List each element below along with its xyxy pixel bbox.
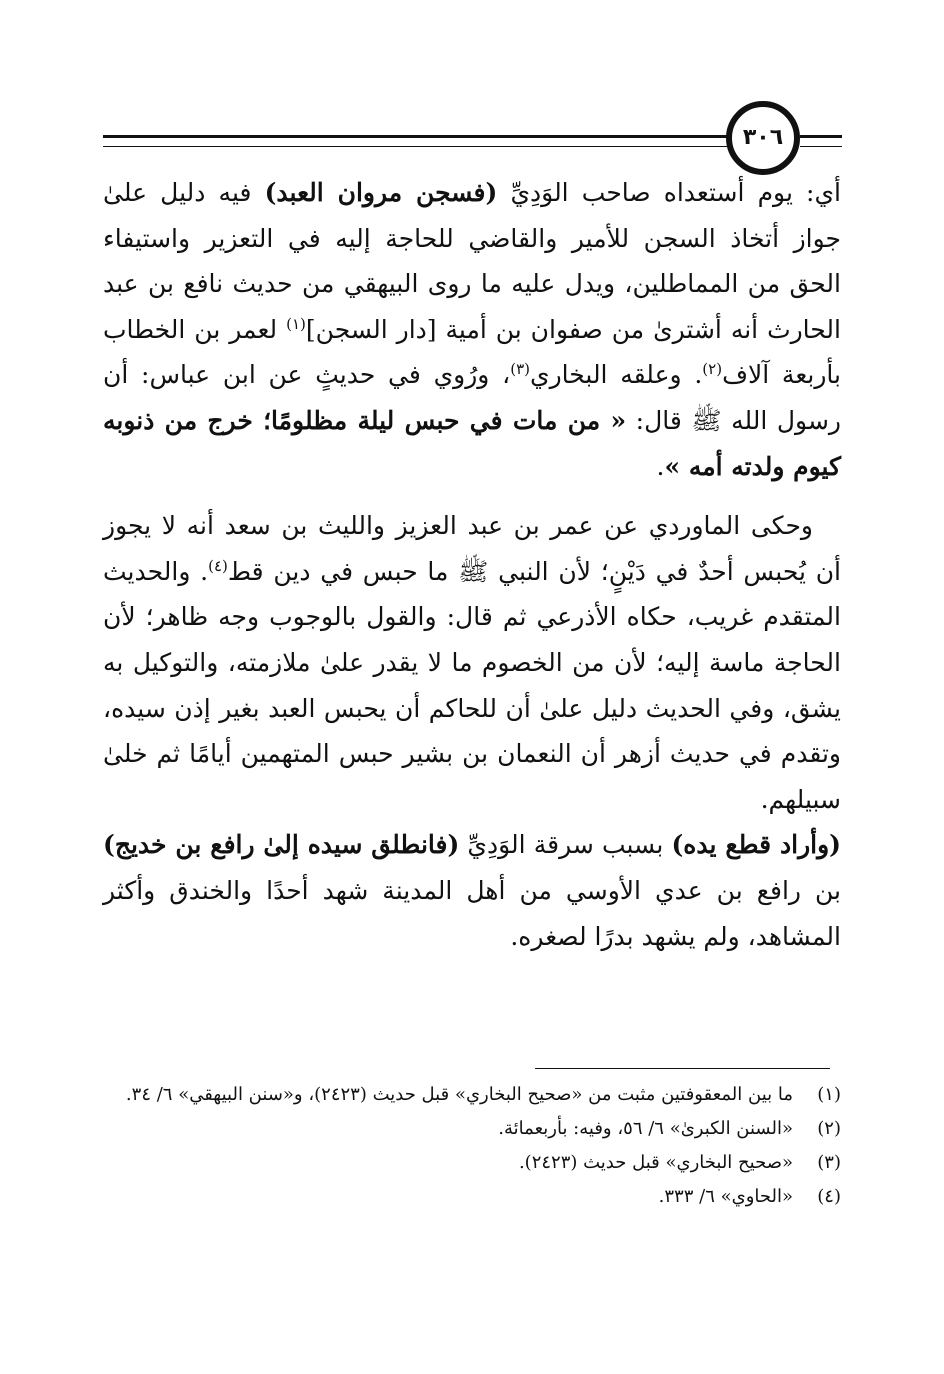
text-run: .: [656, 451, 665, 481]
hadith-quote: « من مات في حبس ليلة مظلومًا؛ خرج من ذنوبه كيوم ولدته أمه »: [103, 405, 841, 481]
paragraph-1: [103, 170, 841, 489]
text-run: فيه دليل علىٰ جواز أتخاذ السجن للأمير والقاضي للحاجة إليه في التعزير واستيفاء الحق من المماطلين، ويدل عليه ما روى البيهقي من حديث نافع بن عبد الحارث أنه أشترىٰ من صفوان بن أمية [دار السجن]: [103, 178, 841, 344]
text-run: لعمر بن الخطاب بأربعة آلاف: [103, 314, 842, 390]
footnote-2: [103, 1112, 841, 1146]
bold-quote: (فسجن مروان العبد): [264, 178, 498, 207]
text-run: وحكى الماوردي عن عمر بن عبد العزيز والليث بن سعد أنه لا يجوز أن يُحبس أحدٌ في دَيْنٍ؛ لأن النبي ﷺ ما حبس في دين قط: [103, 511, 842, 586]
footnotes: [103, 1078, 841, 1214]
footnote-3: [103, 1146, 841, 1180]
footnote-text: «السنن الكبرىٰ» ٦/ ٥٦، وفيه: بأربعمائة.: [498, 1118, 793, 1139]
header-rule-thick-right: [800, 135, 842, 138]
footnote-text: «الحاوي» ٦/ ٣٣٣.: [658, 1186, 793, 1207]
page-number: ٣٠٦: [742, 125, 784, 150]
footnote-ref-2[interactable]: (٢): [702, 360, 723, 379]
footnote-number: (١): [817, 1084, 841, 1105]
footnote-divider: [535, 1068, 830, 1069]
footnote-ref-3[interactable]: (٣): [510, 360, 530, 379]
footnote-ref-1[interactable]: (١): [286, 314, 306, 333]
page-number-badge: [726, 101, 800, 175]
footnote-1: [103, 1078, 841, 1112]
text-run: ، ورُوي في حديثٍ عن ابن عباس: أن رسول الله ﷺ قال:: [103, 360, 841, 435]
paragraph-2: [103, 503, 841, 822]
text-run: . وعلقه البخاري: [530, 360, 703, 390]
bold-quote: (وأراد قطع يده): [671, 830, 841, 860]
text-run: أي: يوم أستعداه صاحب الوَدِيِّ: [497, 178, 841, 207]
footnote-number: (٢): [817, 1118, 841, 1139]
footnote-ref-4[interactable]: (٤): [208, 556, 228, 575]
header-rule-thin-right: [800, 146, 842, 147]
bold-quote: (فانطلق سيده إلىٰ رافع بن خديج): [103, 830, 460, 860]
footnote-text: ما بين المعقوفتين مثبت من «صحيح البخاري» قبل حديث (٢٤٢٣)، و«سنن البيهقي» ٦/ ٣٤.: [125, 1084, 793, 1105]
footnote-number: (٤): [817, 1186, 841, 1207]
footnote-text: «صحيح البخاري» قبل حديث (٢٤٢٣).: [518, 1152, 793, 1173]
header-rule-thick-left: [103, 135, 730, 138]
header-rule-thin-left: [103, 146, 730, 147]
main-text: [103, 170, 841, 959]
text-run: بن رافع بن عدي الأوسي من أهل المدينة شهد أحدًا والخندق وأكثر المشاهد، ولم يشهد بدرًا لصغره.: [103, 875, 841, 951]
paragraph-3: [103, 822, 841, 959]
text-run: . والحديث المتقدم غريب، حكاه الأذرعي ثم قال: والقول بالوجوب وجه ظاهر؛ لأن الحاجة ماسة إليه؛ لأن من الخصوم ما لا يقدر علىٰ ملازمته، والتوكيل به يشق، وفي الحديث دليل علىٰ أن للحاكم أن يحبس العبد بغير إذن سيده، وتقدم في حديث أزهر أن النعمان بن بشير حبس المتهمين أيامًا ثم خلىٰ سبيلهم.: [103, 556, 841, 814]
text-run: بسبب سرقة الوَدِيِّ: [459, 830, 672, 860]
footnote-number: (٣): [817, 1152, 841, 1173]
footnote-4: [103, 1180, 841, 1214]
